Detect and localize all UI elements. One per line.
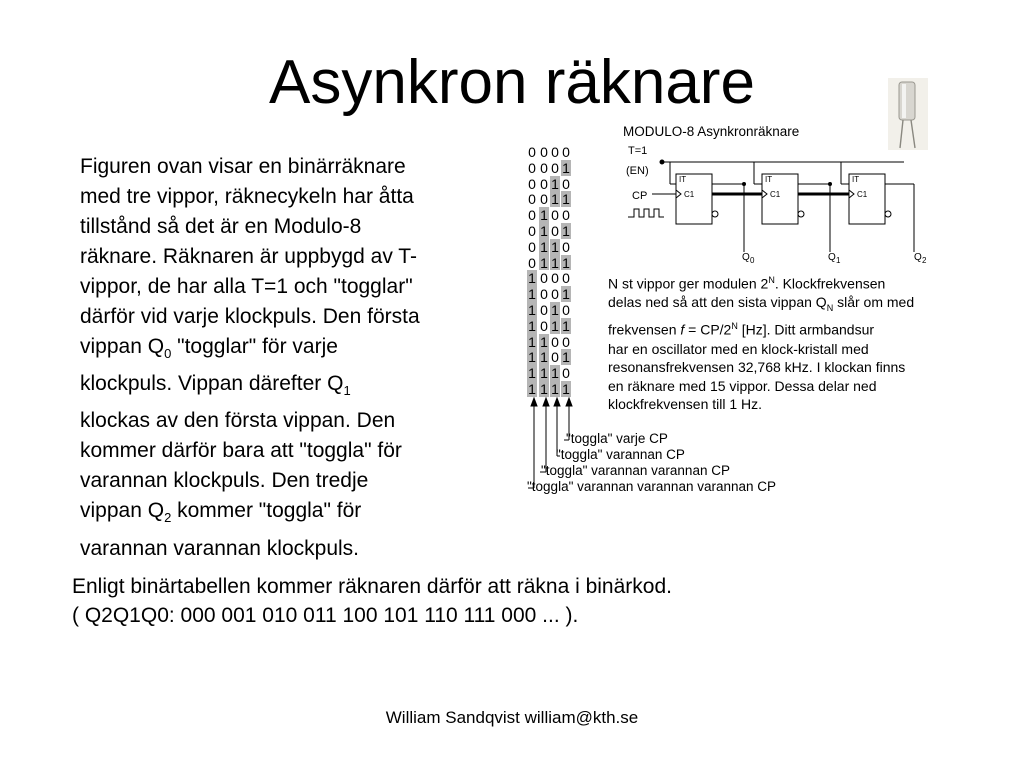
text-run: [Hz]. Ditt armbandsur bbox=[737, 322, 875, 339]
table-row bbox=[527, 381, 572, 397]
table-cell: 0 bbox=[562, 333, 570, 350]
table-row bbox=[527, 318, 572, 334]
table-row bbox=[527, 349, 572, 365]
table-cell: 1 bbox=[528, 270, 536, 287]
table-cell: 0 bbox=[551, 222, 559, 239]
ff0-t-label: IT bbox=[679, 175, 687, 184]
text-run: = CP/2 bbox=[684, 322, 732, 339]
table-cell: 0 bbox=[540, 286, 548, 303]
table-cell: 0 bbox=[551, 286, 559, 303]
table-row bbox=[527, 302, 572, 318]
description-line bbox=[608, 317, 988, 339]
toggle-label-q0: "toggla" varje CP bbox=[566, 431, 668, 446]
text-run: delas ned så att den sista vippan Q bbox=[608, 294, 827, 311]
table-cell: 1 bbox=[551, 380, 559, 397]
table-cell: 0 bbox=[528, 175, 536, 192]
table-cell: 1 bbox=[551, 238, 559, 255]
table-cell: 0 bbox=[528, 222, 536, 239]
superscript: N bbox=[731, 321, 738, 332]
table-cell: 0 bbox=[551, 159, 559, 176]
paragraph-line: därför vid varje klockpuls. Den första bbox=[80, 305, 420, 328]
ff1-c-label: C1 bbox=[770, 190, 781, 199]
table-cell: 0 bbox=[528, 254, 536, 271]
ff0-c-label: C1 bbox=[684, 190, 695, 199]
q1-label: Q bbox=[828, 252, 836, 263]
description-line: har en oscillator med en klock-kristall med bbox=[608, 340, 869, 357]
table-row bbox=[527, 191, 572, 207]
table-cell: 0 bbox=[540, 317, 548, 334]
text-run: vippan Q bbox=[80, 335, 165, 358]
paragraph-line: klockas av den första vippan. Den bbox=[80, 409, 396, 433]
q2-index: 2 bbox=[922, 256, 927, 265]
table-cell: 0 bbox=[551, 144, 559, 160]
table-cell: 1 bbox=[562, 380, 570, 397]
table-cell: 0 bbox=[551, 270, 559, 287]
table-cell: 1 bbox=[551, 301, 559, 318]
table-cell: 1 bbox=[528, 380, 536, 397]
paragraph-line: varannan varannan klockpuls. bbox=[80, 536, 360, 560]
table-cell: 0 bbox=[562, 207, 570, 224]
description-line: resonansfrekvensen 32,768 kHz. I klockan finns bbox=[608, 359, 906, 376]
text-run: . Klockfrekvensen bbox=[774, 275, 886, 292]
subscript: 2 bbox=[164, 510, 172, 526]
circuit-title: MODULO-8 Asynkronräknare bbox=[623, 124, 800, 139]
table-cell: 1 bbox=[540, 380, 548, 397]
table-row bbox=[527, 286, 572, 302]
table-row bbox=[527, 334, 572, 350]
text-run: frekvensen bbox=[608, 322, 681, 339]
ff2-t-label: IT bbox=[852, 175, 860, 184]
left-paragraph bbox=[80, 152, 500, 564]
ff1-t-label: IT bbox=[765, 175, 773, 184]
table-row bbox=[527, 176, 572, 192]
q0-label: Q bbox=[742, 252, 750, 263]
table-cell: 0 bbox=[551, 333, 559, 350]
paragraph-line: räknare. Räknaren är uppbygd av T- bbox=[80, 245, 417, 268]
paragraph-line: Figuren ovan visar en binärräknare bbox=[80, 155, 406, 178]
table-cell: 1 bbox=[562, 317, 570, 334]
description-line bbox=[608, 293, 988, 317]
subscript: 1 bbox=[343, 383, 351, 399]
table-cell: 0 bbox=[551, 349, 559, 366]
description-line bbox=[608, 271, 988, 293]
table-row bbox=[527, 207, 572, 223]
ff2-c-label: C1 bbox=[857, 190, 868, 199]
table-cell: 1 bbox=[528, 286, 536, 303]
table-cell: 0 bbox=[528, 159, 536, 176]
table-cell: 1 bbox=[540, 365, 548, 382]
table-cell: 1 bbox=[562, 222, 570, 239]
table-cell: 1 bbox=[540, 333, 548, 350]
table-cell: 0 bbox=[540, 175, 548, 192]
t-label: T=1 bbox=[628, 145, 648, 157]
table-cell: 1 bbox=[562, 254, 570, 271]
table-cell: 1 bbox=[528, 317, 536, 334]
table-cell: 1 bbox=[540, 222, 548, 239]
table-row bbox=[527, 239, 572, 255]
table-cell: 1 bbox=[562, 286, 570, 303]
bottom-paragraph bbox=[72, 572, 952, 630]
paragraph-line bbox=[80, 369, 500, 406]
paragraph-line: med tre vippor, räknecykeln har åtta bbox=[80, 185, 414, 208]
subscript: 0 bbox=[164, 346, 172, 362]
table-cell: 1 bbox=[540, 254, 548, 271]
text-run: kommer "toggla" för bbox=[171, 499, 362, 523]
table-row bbox=[527, 223, 572, 239]
table-cell: 1 bbox=[540, 238, 548, 255]
table-row bbox=[527, 255, 572, 271]
description-line: klockfrekvensen till 1 Hz. bbox=[608, 396, 763, 413]
table-cell: 1 bbox=[562, 159, 570, 176]
table-cell: 0 bbox=[528, 191, 536, 208]
q2-label: Q bbox=[914, 252, 922, 263]
table-cell: 1 bbox=[551, 175, 559, 192]
paragraph-line: vippor, de har alla T=1 och "togglar" bbox=[80, 275, 413, 298]
slide-title: Asynkron räknare bbox=[269, 48, 755, 117]
superscript: N bbox=[768, 275, 775, 285]
table-cell: 1 bbox=[528, 301, 536, 318]
subscript: N bbox=[826, 302, 834, 313]
q1-index: 1 bbox=[836, 256, 841, 265]
paragraph-line bbox=[80, 496, 500, 533]
text-run: "togglar" för varje bbox=[171, 335, 338, 358]
text-run: slår om med bbox=[833, 294, 915, 311]
table-cell: 1 bbox=[551, 191, 559, 208]
cp-label: CP bbox=[632, 190, 648, 202]
table-cell: 1 bbox=[562, 191, 570, 208]
table-cell: 0 bbox=[562, 144, 570, 160]
table-cell: 1 bbox=[551, 317, 559, 334]
paragraph-line bbox=[80, 332, 500, 369]
toggle-label-q2: "toggla" varannan varannan CP bbox=[541, 463, 730, 478]
table-row bbox=[527, 270, 572, 286]
counter-circuit-diagram bbox=[614, 142, 944, 272]
q0-index: 0 bbox=[750, 256, 755, 265]
table-cell: 0 bbox=[562, 365, 570, 382]
description-line: en räknare med 15 vippor. Dessa delar ned bbox=[608, 377, 877, 394]
table-cell: 1 bbox=[551, 254, 559, 271]
table-cell: 1 bbox=[540, 349, 548, 366]
binary-table bbox=[527, 144, 572, 397]
table-cell: 1 bbox=[540, 207, 548, 224]
paragraph-line: tillstånd så det är en Modulo-8 bbox=[80, 215, 362, 238]
table-cell: 0 bbox=[528, 207, 536, 224]
table-cell: 1 bbox=[528, 333, 536, 350]
table-cell: 1 bbox=[551, 365, 559, 382]
table-cell: 0 bbox=[562, 270, 570, 287]
table-row bbox=[527, 160, 572, 176]
table-cell: 0 bbox=[528, 144, 536, 160]
table-cell: 1 bbox=[528, 365, 536, 382]
bottom-line: Enligt binärtabellen kommer räknaren därför att räkna i binärkod. bbox=[72, 575, 672, 598]
table-cell: 0 bbox=[551, 207, 559, 224]
table-cell: 0 bbox=[540, 144, 548, 160]
table-cell: 1 bbox=[562, 349, 570, 366]
table-cell: 0 bbox=[562, 301, 570, 318]
paragraph-line: varannan klockpuls. Den tredje bbox=[80, 469, 369, 493]
toggle-label-q3: "toggla" varannan varannan varannan CP bbox=[527, 479, 777, 494]
formula-variable: f bbox=[680, 322, 685, 339]
table-cell: 0 bbox=[528, 238, 536, 255]
table-cell: 1 bbox=[528, 349, 536, 366]
text-run: klockpuls. Vippan därefter Q bbox=[80, 372, 344, 396]
table-cell: 0 bbox=[540, 191, 548, 208]
bottom-line: ( Q2Q1Q0: 000 001 010 011 100 101 110 111 000 ... ). bbox=[72, 604, 579, 627]
text-run: N st vippor ger modulen 2 bbox=[608, 275, 769, 292]
table-row bbox=[527, 144, 572, 160]
circuit-description bbox=[608, 271, 988, 414]
toggle-label-q1: "toggla" varannan CP bbox=[556, 447, 685, 462]
table-cell: 0 bbox=[540, 301, 548, 318]
table-cell: 0 bbox=[562, 175, 570, 192]
table-cell: 0 bbox=[540, 270, 548, 287]
table-row bbox=[527, 365, 572, 381]
table-cell: 0 bbox=[562, 238, 570, 255]
en-label: (EN) bbox=[626, 165, 649, 177]
footer-author: William Sandqvist william@kth.se bbox=[385, 708, 639, 727]
crystal-icon bbox=[888, 78, 928, 150]
paragraph-line: kommer därför bara att "toggla" för bbox=[80, 439, 402, 463]
table-cell: 0 bbox=[540, 159, 548, 176]
text-run: vippan Q bbox=[80, 499, 165, 523]
